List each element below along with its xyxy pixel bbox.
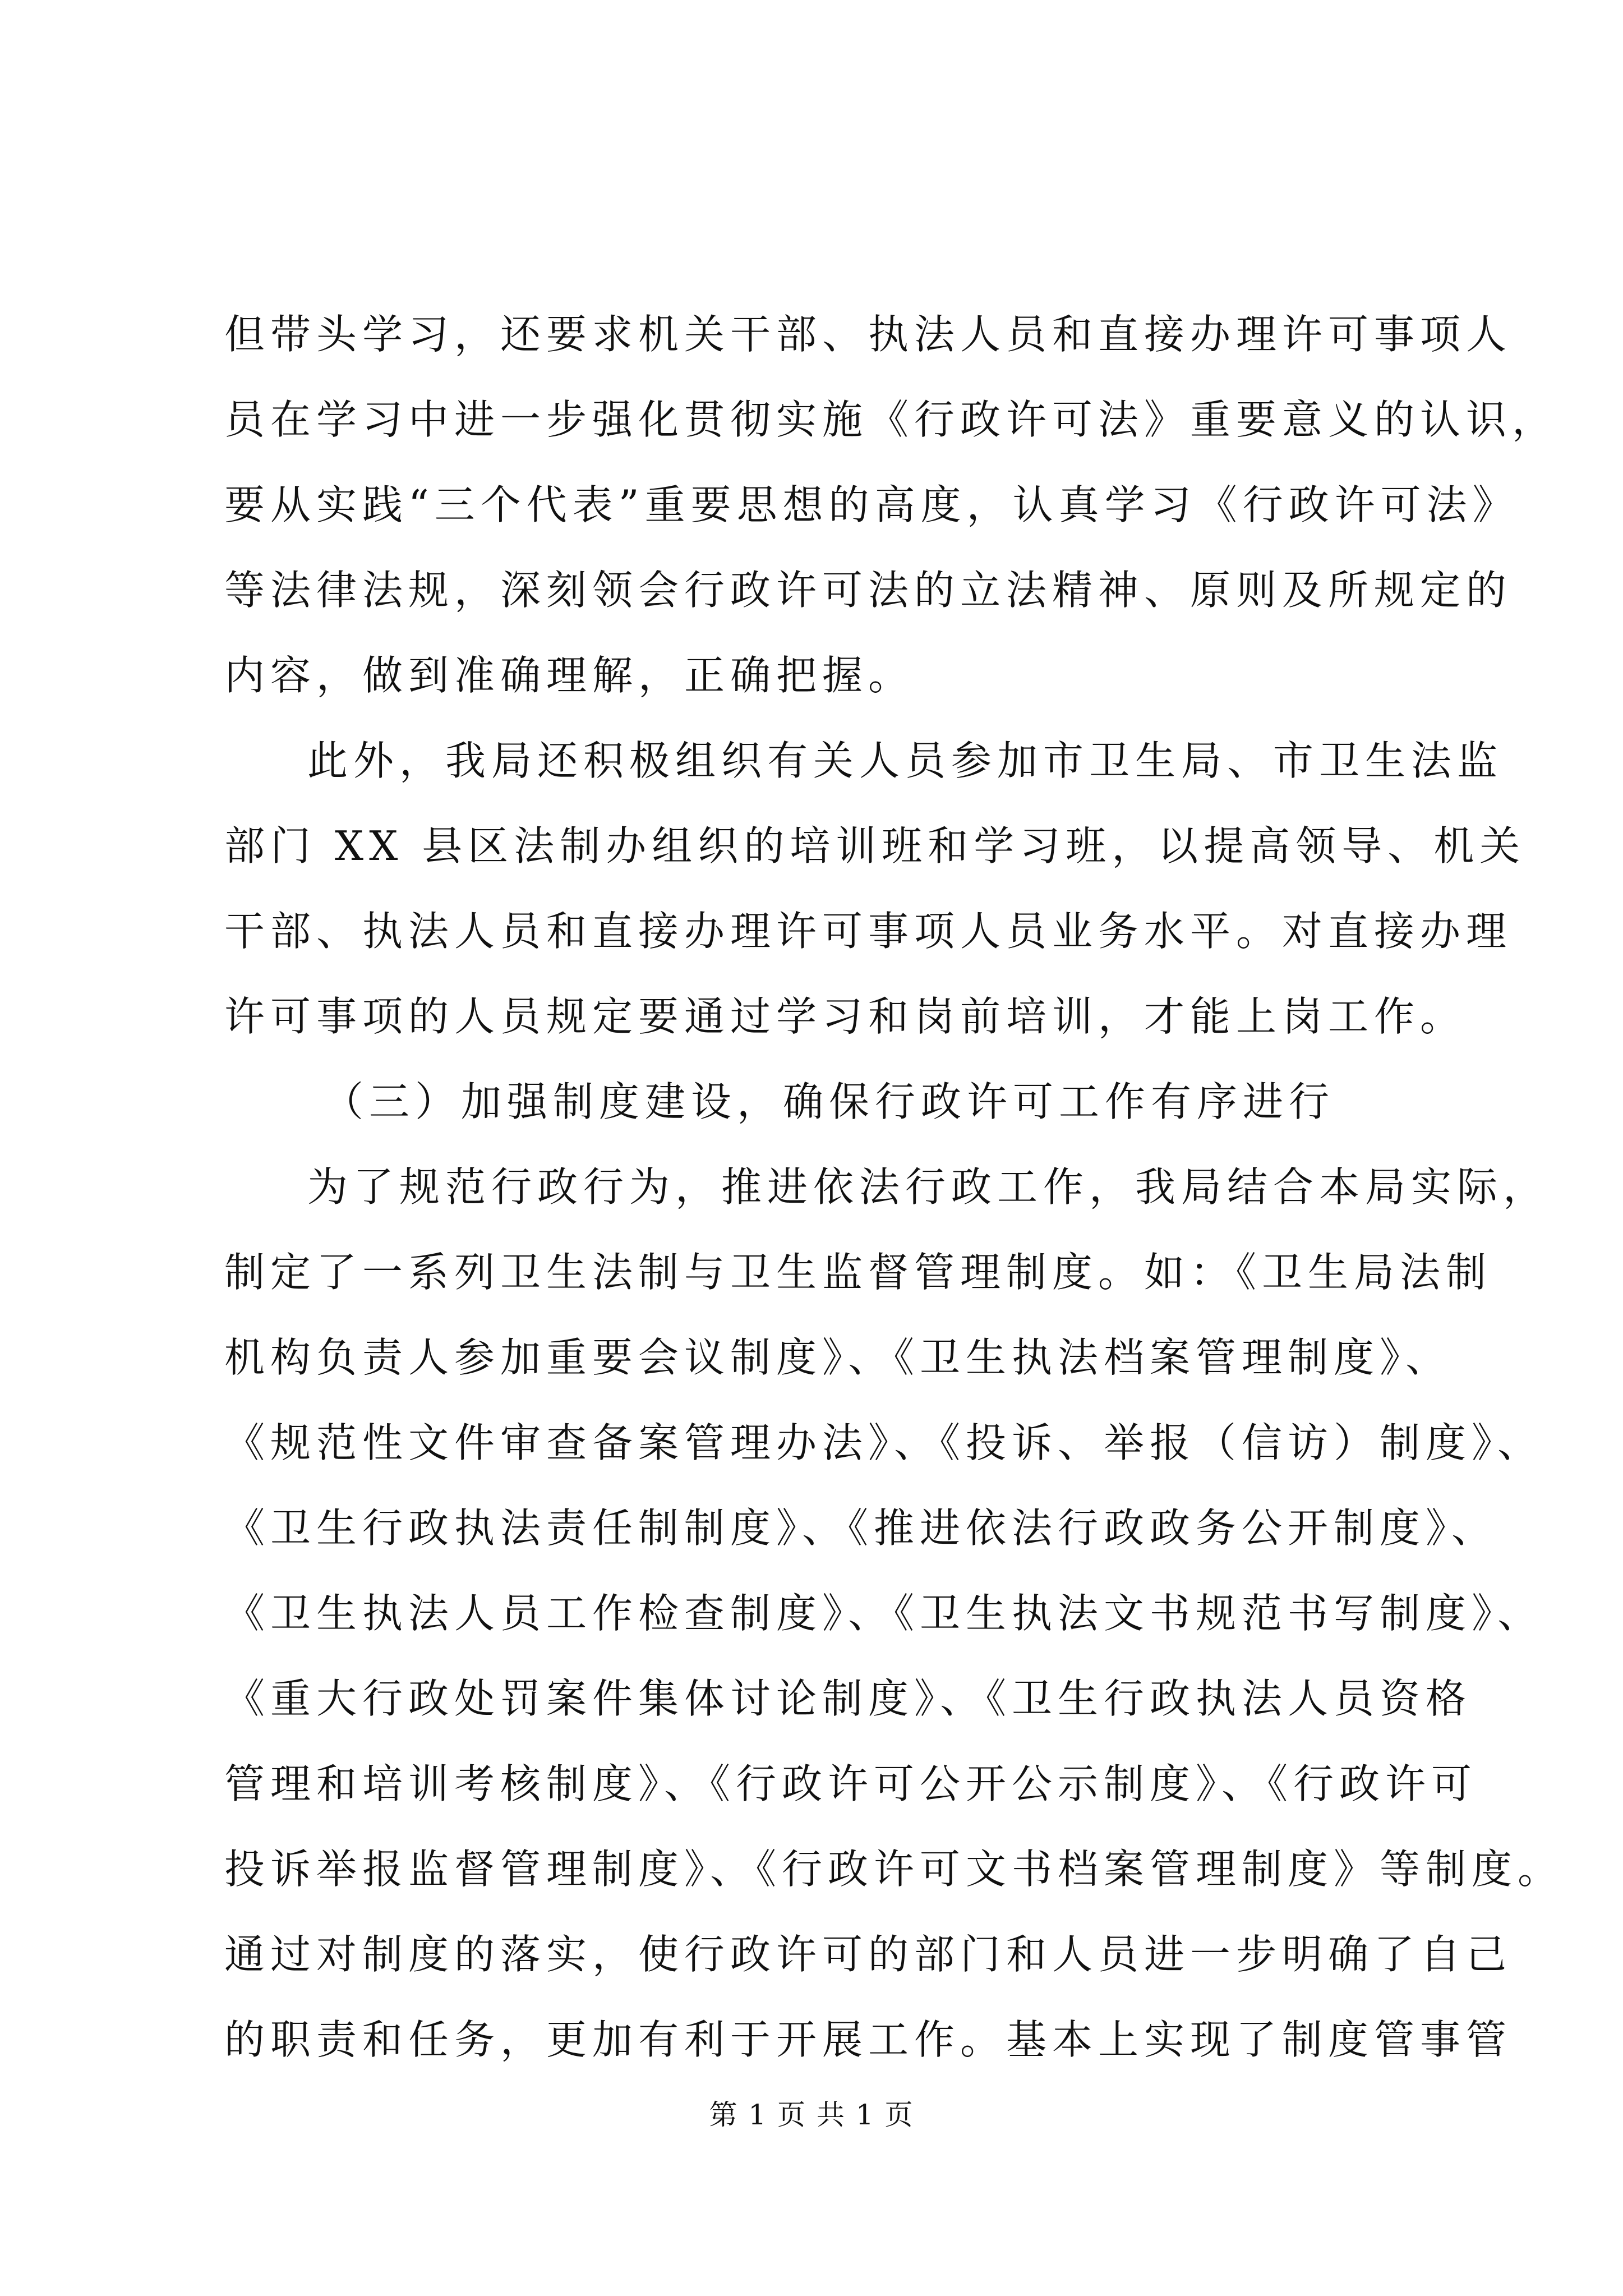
text-line: 内容，做到准确理解，正确把握。	[224, 652, 915, 699]
text-line: 投诉举报监督管理制度》、《行政许可文书档案管理制度》等制度。	[224, 1846, 1564, 1893]
text-line: 《卫生行政执法责任制制度》、《推进依法行政政务公开制度》、	[224, 1504, 1498, 1552]
text-line: 干部、执法人员和直接办理许可事项人员业务水平。对直接办理	[224, 908, 1513, 955]
text-line: 要从实践“三个代表”重要思想的高度，认真学习《行政许可法》	[224, 481, 1519, 528]
text-line: 通过对制度的落实，使行政许可的部门和人员进一步明确了自己	[224, 1931, 1513, 1978]
text-line: 机构负责人参加重要会议制度》、《卫生执法档案管理制度》、	[224, 1334, 1452, 1381]
text-line: 《规范性文件审查备案管理办法》、《投诉、举报（信访）制度》、	[224, 1419, 1544, 1466]
text-line: 制定了一系列卫生法制与卫生监督管理制度。如：《卫生局法制	[224, 1249, 1492, 1296]
text-line: 的职责和任务，更加有利于开展工作。基本上实现了制度管事管	[224, 2016, 1513, 2063]
text-line: 等法律法规，深刻领会行政许可法的立法精神、原则及所规定的	[224, 567, 1513, 614]
section-heading: （三）加强制度建设，确保行政许可工作有序进行	[323, 1078, 1335, 1125]
text-line: 许可事项的人员规定要通过学习和岗前培训，才能上岗工作。	[224, 993, 1467, 1040]
paragraph-start-line: 为了规范行政行为，推进依法行政工作，我局结合本局实际，	[307, 1163, 1550, 1211]
body-text	[224, 292, 1564, 2082]
text-line: 但带头学习，还要求机关干部、执法人员和直接办理许可事项人	[224, 311, 1513, 358]
paragraph-start-line: 此外，我局还积极组织有关人员参加市卫生局、市卫生法监	[307, 737, 1504, 784]
page-footer: 第 1 页 共 1 页	[709, 2099, 914, 2131]
text-line: 《卫生执法人员工作检查制度》、《卫生执法文书规范书写制度》、	[224, 1590, 1544, 1637]
text-line: 部门 XX 县区法制办组织的培训班和学习班，以提高领导、机关	[224, 822, 1526, 869]
text-line: 《重大行政处罚案件集体讨论制度》、《卫生行政执法人员资格	[224, 1675, 1472, 1722]
text-line: 管理和培训考核制度》、《行政许可公开公示制度》、《行政许可	[224, 1760, 1478, 1807]
text-line: 员在学习中进一步强化贯彻实施《行政许可法》重要意义的认识，	[224, 396, 1559, 443]
